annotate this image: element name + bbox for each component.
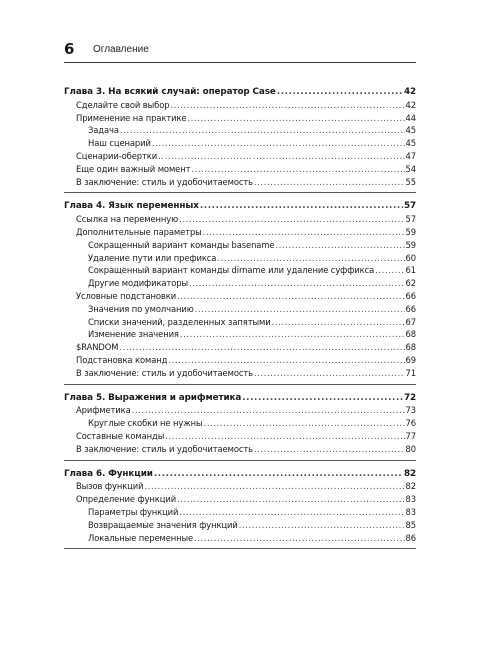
toc-entry[interactable] [64,506,416,519]
toc-entry-title: Составные команды [76,430,165,441]
toc-entry-title: Удаление пути или префикса [88,252,217,263]
page-header [64,40,416,63]
toc-leader-dots [179,506,404,519]
toc-entry-page: 73 [405,405,416,416]
toc-entry-page: 47 [405,150,416,161]
toc-entry-title: Другие модификаторы [88,278,188,289]
toc-entry[interactable] [64,430,416,443]
toc-entry-page: 83 [405,506,416,517]
toc-leader-dots [158,150,404,163]
toc-chapter-block [64,200,416,384]
toc-entry[interactable] [64,532,416,545]
toc-entry-page: 77 [405,430,416,441]
toc-leader-dots [144,480,404,493]
page-number: 6 [64,40,75,58]
toc-leader-dots [119,341,404,354]
toc-entry-page: 62 [405,278,416,289]
table-of-contents [64,86,416,556]
toc-entry[interactable] [64,252,416,265]
toc-leader-dots [120,124,405,137]
toc-entry-page: 57 [403,201,416,212]
toc-entry-page: 66 [405,290,416,301]
toc-entry-page: 42 [405,99,416,110]
toc-leader-dots [187,112,404,125]
toc-leader-dots [194,532,404,545]
toc-entry-title: Сокращенный вариант команды basename [88,239,275,250]
toc-entry-title: Подстановка команд [76,354,168,365]
toc-entry-title: Арифметика [76,405,131,416]
toc-entry[interactable] [64,176,416,189]
toc-entry-page: 83 [405,494,416,505]
toc-entry-title: Еще один важный момент [76,163,191,174]
toc-entry-title: Вызов функций [76,481,144,492]
toc-entry-page: 44 [405,112,416,123]
toc-entry-page: 68 [405,329,416,340]
toc-entry-title: Возвращаемые значения функций [88,519,238,530]
toc-leader-dots [242,392,403,405]
toc-entry-title: Наш сценарий [88,138,151,149]
toc-entry-title: Списки значений, разделенных запятыми [88,316,271,327]
toc-entry[interactable] [64,137,416,150]
toc-leader-dots [170,99,404,112]
toc-entry-page: 69 [405,354,416,365]
toc-entry-title: Дополнительные параметры [76,226,202,237]
toc-chapter-entry[interactable] [64,200,416,213]
toc-leader-dots [239,519,405,532]
toc-leader-dots [132,404,405,417]
toc-leader-dots [254,176,405,189]
toc-entry-title: Изменение значения [88,329,179,340]
toc-chapter-block [64,86,416,193]
toc-entry-title: Значения по умолчанию [88,303,194,314]
toc-leader-dots [189,277,405,290]
toc-entry-page: 85 [405,519,416,530]
toc-entry-page: 86 [405,532,416,543]
toc-leader-dots [191,163,404,176]
toc-entry[interactable] [64,519,416,532]
toc-entry-page: 82 [405,481,416,492]
toc-entry[interactable] [64,163,416,176]
toc-entry[interactable] [64,239,416,252]
toc-entry-page: 42 [403,87,416,97]
toc-leader-dots [375,264,404,277]
toc-entry-title: $RANDOM [76,342,119,353]
toc-leader-dots [203,226,405,239]
toc-leader-dots [195,303,405,316]
toc-entry-title: Глава 6. Функции [64,468,153,479]
toc-chapter-block [64,468,416,550]
toc-entry-page: 80 [405,443,416,454]
toc-entry-title: В заключение: стиль и удобочитаемость [76,443,253,454]
toc-entry-title: Задача [88,125,119,136]
toc-entry[interactable] [64,150,416,163]
toc-leader-dots [180,328,405,341]
toc-leader-dots [275,239,404,252]
toc-entry-page: 72 [403,392,416,403]
toc-entry-title: Сделайте свой выбор [76,99,170,110]
toc-entry-title: Определение функций [76,494,177,505]
toc-entry[interactable] [64,112,416,125]
toc-entry-title: Ссылка на переменную [76,214,179,225]
toc-entry[interactable] [64,264,416,277]
toc-leader-dots [277,86,403,99]
toc-entry[interactable] [64,493,416,506]
toc-entry-page: 68 [405,342,416,353]
toc-entry[interactable] [64,303,416,316]
toc-leader-dots [200,200,403,213]
toc-entry[interactable] [64,316,416,329]
toc-leader-dots [254,443,405,456]
toc-leader-dots [179,213,404,226]
toc-entry-page: 60 [405,252,416,263]
toc-entry-page: 45 [405,125,416,136]
toc-entry[interactable] [64,328,416,341]
toc-entry[interactable] [64,341,416,354]
toc-leader-dots [204,417,405,430]
toc-entry[interactable] [64,480,416,493]
toc-leader-dots [154,468,403,481]
toc-chapter-entry[interactable] [64,468,416,481]
toc-entry-title: Глава 4. Язык переменных [64,201,199,212]
toc-entry[interactable] [64,354,416,367]
toc-entry-page: 57 [405,214,416,225]
toc-entry-page: 66 [405,303,416,314]
toc-leader-dots [168,354,404,367]
toc-entry[interactable] [64,443,416,456]
toc-entry-title: Глава 5. Выражения и арифметика [64,392,242,403]
toc-entry-page: 59 [405,226,416,237]
toc-entry-title: В заключение: стиль и удобочитаемость [76,367,253,378]
toc-entry[interactable] [64,417,416,430]
toc-entry-title: Применение на практике [76,112,187,123]
toc-leader-dots [217,252,404,265]
toc-entry-page: 59 [405,239,416,250]
toc-entry-title: Условные подстановки [76,290,177,301]
toc-entry-page: 45 [405,138,416,149]
toc-entry-title: Локальные переменные [88,532,194,543]
toc-entry-title: Сценарии-обертки [76,150,158,161]
toc-chapter-entry[interactable] [64,86,416,99]
toc-entry[interactable] [64,213,416,226]
toc-leader-dots [272,316,405,329]
toc-entry-title: Круглые скобки не нужны [88,418,203,429]
toc-entry[interactable] [64,277,416,290]
toc-chapter-entry[interactable] [64,392,416,405]
running-title: Оглавление [93,44,149,55]
toc-entry-title: Сокращенный вариант команды dirname или удаление суффикса [88,265,375,276]
toc-entry-page: 76 [405,418,416,429]
toc-entry-title: В заключение: стиль и удобочитаемость [76,176,253,187]
toc-entry[interactable] [64,226,416,239]
toc-entry[interactable] [64,290,416,303]
toc-leader-dots [177,493,404,506]
toc-entry-page: 82 [403,468,416,479]
toc-entry[interactable] [64,404,416,417]
toc-entry-title: Параметры функций [88,506,179,517]
toc-chapter-block [64,392,416,461]
toc-entry-title: Глава 3. На всякий случай: оператор Case [64,87,276,97]
toc-leader-dots [165,430,404,443]
toc-entry-page: 55 [405,176,416,187]
toc-entry[interactable] [64,124,416,137]
toc-leader-dots [254,367,405,380]
toc-leader-dots [152,137,405,150]
toc-entry[interactable] [64,99,416,112]
toc-entry-page: 71 [405,367,416,378]
toc-leader-dots [177,290,404,303]
toc-entry-page: 54 [405,163,416,174]
toc-entry[interactable] [64,367,416,380]
toc-entry-page: 67 [405,316,416,327]
toc-entry-page: 61 [405,265,416,276]
